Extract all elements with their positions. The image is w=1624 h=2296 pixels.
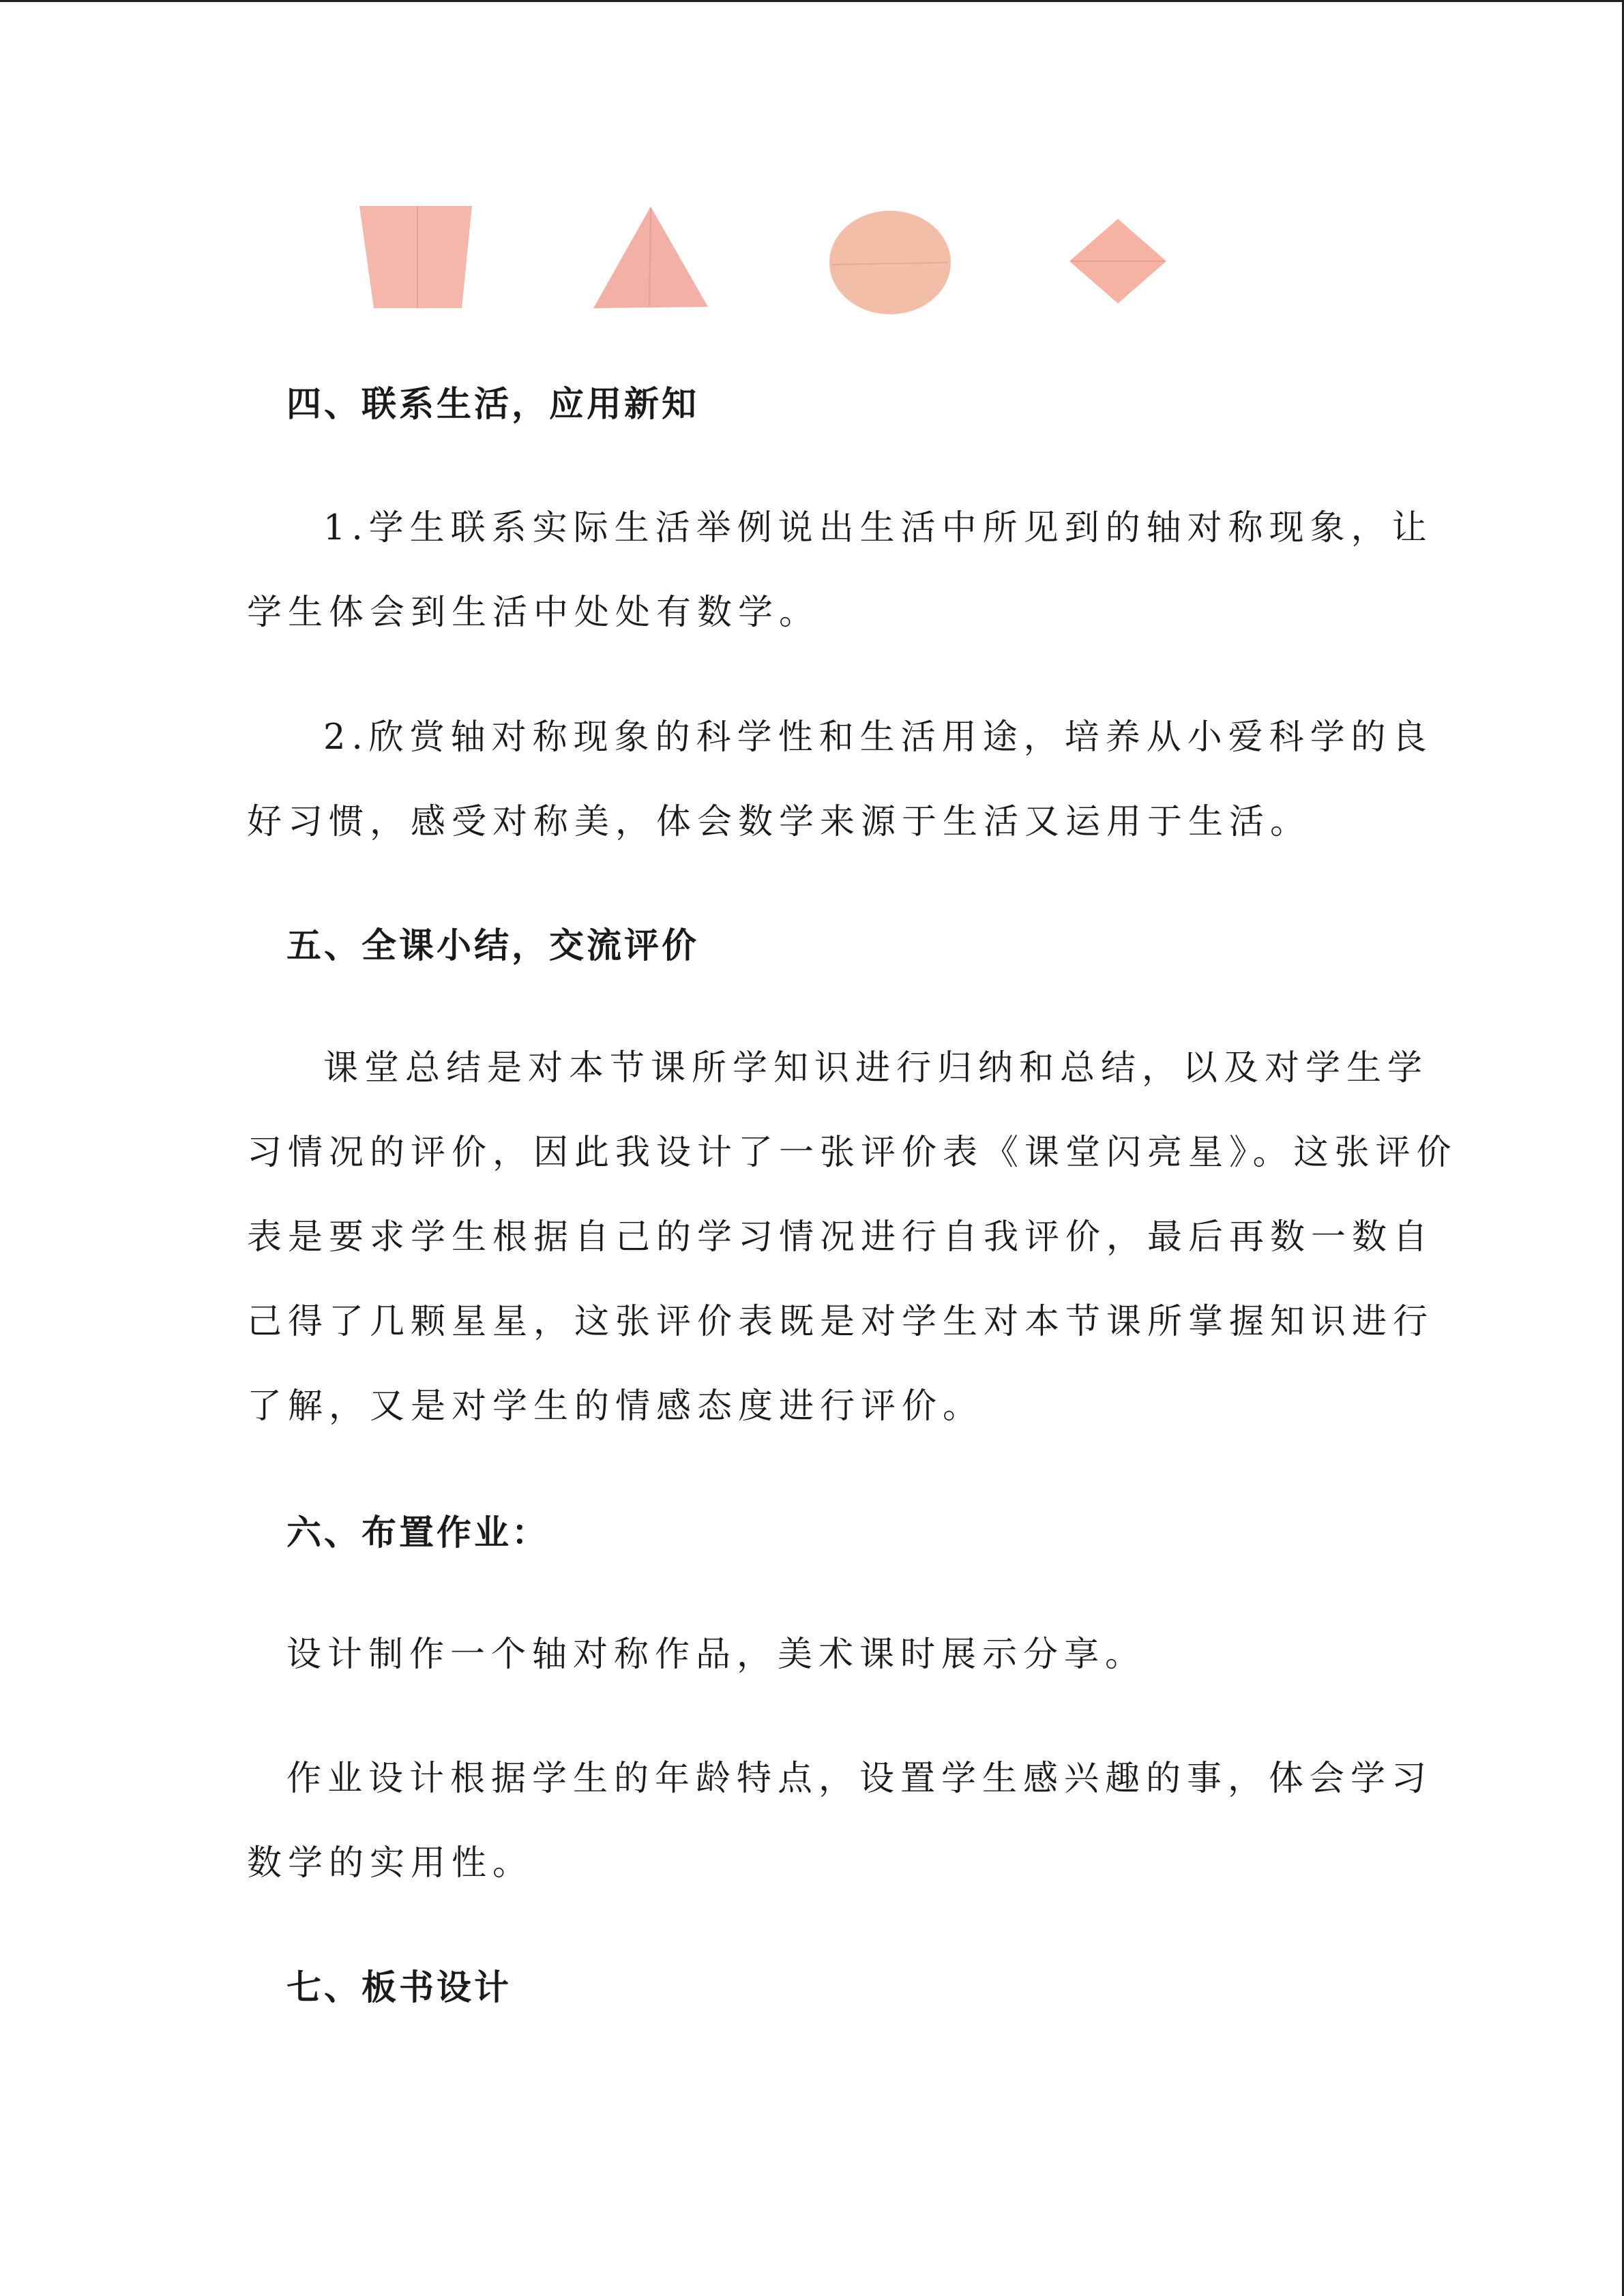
section-heading-5: 五、全课小结，交流评价 <box>286 926 700 966</box>
paragraph-line: 课堂总结是对本节课所学知识进行归纳和总结，以及对学生学 <box>323 1048 1429 1088</box>
paragraph-line: 作业设计根据学生的年龄特点，设置学生感兴趣的事，体会学习 <box>286 1759 1433 1799</box>
paragraph-line: 己得了几颗星星，这张评价表既是对学生对本节课所掌握知识进行 <box>247 1302 1434 1342</box>
paragraph-line: 习情况的评价，因此我设计了一张评价表《课堂闪亮星》。这张评价 <box>247 1133 1458 1173</box>
paragraph-line: 数学的实用性。 <box>247 1843 534 1883</box>
trapezoid-shape <box>355 205 477 314</box>
section-4-paragraph-1 <box>247 486 1433 655</box>
section-4-paragraph-2 <box>247 696 1433 865</box>
paragraph-line: 好习惯，感受对称美，体会数学来源于生活又运用于生活。 <box>247 802 1312 842</box>
paragraph-line: 设计制作一个轴对称作品，美术课时展示分享。 <box>286 1635 1147 1675</box>
section-6-paragraph-1 <box>247 1613 1379 1697</box>
section-heading-4: 四、联系生活，应用新知 <box>286 385 700 425</box>
section-heading-7: 七、板书设计 <box>286 1968 512 2008</box>
paragraph-line: 1.学生联系实际生活举例说出生活中所见到的轴对称现象，让 <box>323 508 1433 548</box>
paragraph-line: 表是要求学生根据自己的学习情况进行自我评价，最后再数一数自 <box>247 1217 1434 1257</box>
triangle-shape <box>591 205 711 311</box>
paragraph-line: 了解，又是对学生的情感态度进行评价。 <box>247 1386 984 1427</box>
paper-shapes-row <box>0 0 1624 355</box>
circle-shape <box>827 208 954 317</box>
section-heading-6: 六、布置作业： <box>286 1513 550 1553</box>
paragraph-line: 学生体会到生活中处处有数学。 <box>247 593 821 633</box>
paragraph-line: 2.欣赏轴对称现象的科学性和生活用途，培养从小爱科学的良 <box>323 717 1433 758</box>
diamond-shape <box>1067 217 1169 305</box>
section-5-paragraph-1 <box>247 1026 1458 1449</box>
section-6-paragraph-2 <box>247 1737 1433 1906</box>
